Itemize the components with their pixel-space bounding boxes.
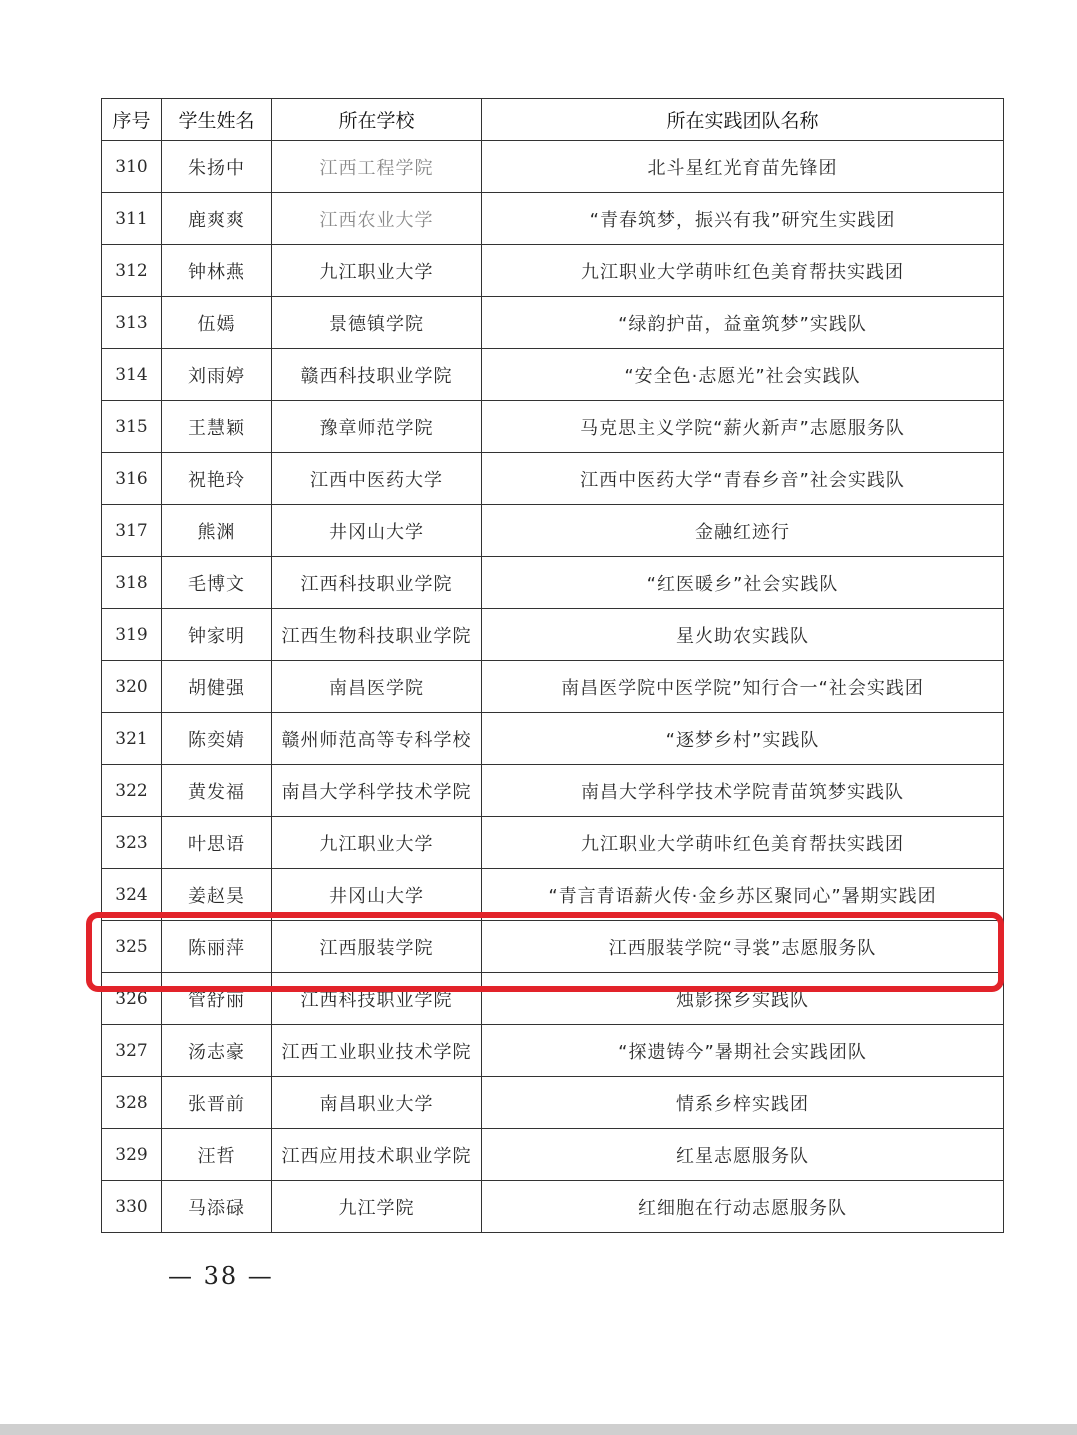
table-row [102, 349, 1004, 401]
cell-school: 江西工程学院 [272, 141, 482, 193]
cell-serial-no: 317 [102, 505, 162, 557]
cell-school: 九江学院 [272, 1181, 482, 1233]
header-student-name: 学生姓名 [162, 99, 272, 141]
cell-serial-no: 310 [102, 141, 162, 193]
cell-team-name: “青言青语薪火传·金乡苏区聚同心”暑期实践团 [482, 869, 1004, 921]
student-team-table [101, 98, 1004, 1233]
cell-team-name: 南昌大学科学技术学院青苗筑梦实践队 [482, 765, 1004, 817]
cell-serial-no: 323 [102, 817, 162, 869]
cell-school: 九江职业大学 [272, 817, 482, 869]
table-row [102, 609, 1004, 661]
cell-serial-no: 325 [102, 921, 162, 973]
bottom-edge-bar [0, 1424, 1077, 1435]
cell-serial-no: 319 [102, 609, 162, 661]
cell-team-name: 马克思主义学院“薪火新声”志愿服务队 [482, 401, 1004, 453]
table-row [102, 401, 1004, 453]
cell-school: 景德镇学院 [272, 297, 482, 349]
cell-student-name: 管舒丽 [162, 973, 272, 1025]
table-row [102, 505, 1004, 557]
cell-team-name: 烛影探乡实践队 [482, 973, 1004, 1025]
cell-team-name: “青春筑梦，振兴有我”研究生实践团 [482, 193, 1004, 245]
cell-serial-no: 322 [102, 765, 162, 817]
cell-serial-no: 329 [102, 1129, 162, 1181]
cell-student-name: 鹿爽爽 [162, 193, 272, 245]
cell-school: 江西农业大学 [272, 193, 482, 245]
table-row [102, 557, 1004, 609]
cell-school: 井冈山大学 [272, 869, 482, 921]
table-row [102, 661, 1004, 713]
cell-serial-no: 324 [102, 869, 162, 921]
table-row [102, 817, 1004, 869]
cell-serial-no: 326 [102, 973, 162, 1025]
cell-team-name: “红医暖乡”社会实践队 [482, 557, 1004, 609]
cell-serial-no: 316 [102, 453, 162, 505]
table-row [102, 1129, 1004, 1181]
cell-student-name: 叶思语 [162, 817, 272, 869]
cell-school: 江西应用技术职业学院 [272, 1129, 482, 1181]
cell-student-name: 毛博文 [162, 557, 272, 609]
cell-team-name: 九江职业大学萌咔红色美育帮扶实践团 [482, 817, 1004, 869]
cell-school: 江西科技职业学院 [272, 973, 482, 1025]
cell-student-name: 王慧颖 [162, 401, 272, 453]
cell-student-name: 马添碌 [162, 1181, 272, 1233]
cell-serial-no: 328 [102, 1077, 162, 1129]
cell-school: 井冈山大学 [272, 505, 482, 557]
cell-school: 豫章师范学院 [272, 401, 482, 453]
table-row [102, 713, 1004, 765]
page-number: — 38 — [168, 1262, 274, 1290]
table-row [102, 1077, 1004, 1129]
table-row [102, 921, 1004, 973]
cell-serial-no: 320 [102, 661, 162, 713]
cell-team-name: 北斗星红光育苗先锋团 [482, 141, 1004, 193]
cell-serial-no: 321 [102, 713, 162, 765]
table-row [102, 973, 1004, 1025]
cell-school: 南昌医学院 [272, 661, 482, 713]
cell-team-name: “逐梦乡村”实践队 [482, 713, 1004, 765]
cell-student-name: 胡健强 [162, 661, 272, 713]
cell-team-name: 情系乡梓实践团 [482, 1077, 1004, 1129]
cell-serial-no: 311 [102, 193, 162, 245]
table-row [102, 141, 1004, 193]
cell-team-name: “安全色·志愿光”社会实践队 [482, 349, 1004, 401]
cell-team-name: 南昌医学院中医学院”知行合一“社会实践团 [482, 661, 1004, 713]
cell-student-name: 陈丽萍 [162, 921, 272, 973]
cell-student-name: 张晋前 [162, 1077, 272, 1129]
cell-student-name: 祝艳玲 [162, 453, 272, 505]
cell-student-name: 刘雨婷 [162, 349, 272, 401]
table-row [102, 1025, 1004, 1077]
cell-school: 江西服装学院 [272, 921, 482, 973]
cell-student-name: 汪哲 [162, 1129, 272, 1181]
cell-school: 赣州师范高等专科学校 [272, 713, 482, 765]
cell-team-name: 红细胞在行动志愿服务队 [482, 1181, 1004, 1233]
table-row [102, 193, 1004, 245]
table-row [102, 297, 1004, 349]
cell-school: 南昌大学科学技术学院 [272, 765, 482, 817]
cell-team-name: 星火助农实践队 [482, 609, 1004, 661]
cell-student-name: 朱扬中 [162, 141, 272, 193]
cell-team-name: “绿韵护苗，益童筑梦”实践队 [482, 297, 1004, 349]
table-row [102, 245, 1004, 297]
cell-student-name: 陈奕婧 [162, 713, 272, 765]
cell-student-name: 汤志豪 [162, 1025, 272, 1077]
cell-school: 江西中医药大学 [272, 453, 482, 505]
cell-team-name: 九江职业大学萌咔红色美育帮扶实践团 [482, 245, 1004, 297]
cell-student-name: 钟林燕 [162, 245, 272, 297]
header-team-name: 所在实践团队名称 [482, 99, 1004, 141]
cell-team-name: “探遗铸今”暑期社会实践团队 [482, 1025, 1004, 1077]
cell-school: 九江职业大学 [272, 245, 482, 297]
cell-student-name: 伍嫣 [162, 297, 272, 349]
cell-serial-no: 312 [102, 245, 162, 297]
cell-team-name: 金融红迹行 [482, 505, 1004, 557]
cell-school: 江西生物科技职业学院 [272, 609, 482, 661]
cell-serial-no: 315 [102, 401, 162, 453]
table-row [102, 765, 1004, 817]
table-row [102, 869, 1004, 921]
cell-student-name: 姜赵昊 [162, 869, 272, 921]
cell-student-name: 黄发福 [162, 765, 272, 817]
cell-student-name: 钟家明 [162, 609, 272, 661]
cell-school: 江西科技职业学院 [272, 557, 482, 609]
cell-student-name: 熊渊 [162, 505, 272, 557]
table-row [102, 453, 1004, 505]
header-school: 所在学校 [272, 99, 482, 141]
table-header-row [102, 99, 1004, 141]
cell-school: 南昌职业大学 [272, 1077, 482, 1129]
cell-team-name: 红星志愿服务队 [482, 1129, 1004, 1181]
cell-team-name: 江西服装学院“寻裳”志愿服务队 [482, 921, 1004, 973]
cell-serial-no: 313 [102, 297, 162, 349]
cell-school: 江西工业职业技术学院 [272, 1025, 482, 1077]
cell-serial-no: 330 [102, 1181, 162, 1233]
header-serial-no: 序号 [102, 99, 162, 141]
cell-serial-no: 314 [102, 349, 162, 401]
cell-school: 赣西科技职业学院 [272, 349, 482, 401]
cell-serial-no: 327 [102, 1025, 162, 1077]
table-row [102, 1181, 1004, 1233]
cell-team-name: 江西中医药大学“青春乡音”社会实践队 [482, 453, 1004, 505]
cell-serial-no: 318 [102, 557, 162, 609]
